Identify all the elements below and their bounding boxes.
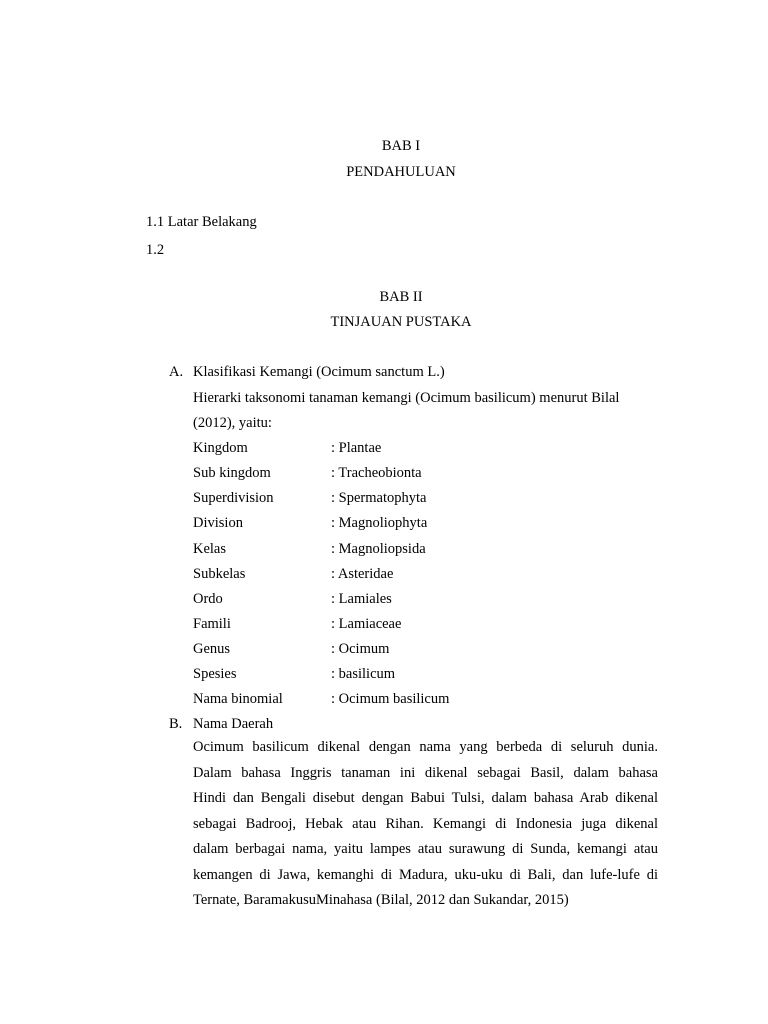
- taxonomy-value: : Tracheobionta: [331, 465, 422, 481]
- taxonomy-rank: Division: [193, 515, 243, 531]
- paragraph-line: sebagai Badrooj, Hebak atau Rihan. Kemangi di Indonesia juga dikenal: [193, 815, 658, 832]
- taxonomy-value: : Magnoliopsida: [331, 541, 426, 557]
- taxonomy-value: : basilicum: [331, 666, 396, 682]
- taxonomy-rank: Kingdom: [193, 440, 248, 456]
- section-heading: Klasifikasi Kemangi (Ocimum sanctum L.): [193, 364, 445, 380]
- taxonomy-value: : Plantae: [331, 440, 382, 456]
- paragraph-line: dalam berbagai nama, yaitu lampes atau surawung di Sunda, kemangi atau: [193, 841, 658, 857]
- paragraph-line: Ocimum basilicum dikenal dengan nama yang berbeda di seluruh dunia.: [193, 739, 658, 755]
- taxonomy-rank: Subkelas: [193, 566, 246, 582]
- list-marker: A.: [169, 364, 184, 380]
- taxonomy-rank: Ordo: [193, 591, 223, 607]
- taxonomy-rank: Spesies: [193, 666, 237, 682]
- chapter-title: BAB II: [379, 289, 423, 305]
- taxonomy-value: : Ocimum basilicum: [331, 691, 450, 707]
- subsection-heading: 1.1 Latar Belakang: [146, 214, 257, 230]
- paragraph: [193, 735, 658, 914]
- paragraph-line: Ternate, BaramakusuMinahasa (Bilal, 2012 dan Sukandar, 2015): [193, 892, 569, 908]
- paragraph-line: kemangen di Jawa, kemanghi di Madura, uku-uku di Bali, dan lufe-lufe di: [193, 866, 658, 883]
- taxonomy-value: : Magnoliophyta: [331, 515, 428, 531]
- taxonomy-value: : Spermatophyta: [331, 490, 427, 506]
- paragraph-line: Dalam bahasa Inggris tanaman ini dikenal sebagai Basil, dalam bahasa: [193, 764, 658, 781]
- section-heading: Nama Daerah: [193, 716, 274, 732]
- subsection-heading: 1.2: [146, 242, 165, 258]
- chapter-subtitle: TINJAUAN PUSTAKA: [330, 314, 472, 330]
- taxonomy-rank: Superdivision: [193, 490, 274, 506]
- taxonomy-rank: Genus: [193, 641, 231, 657]
- taxonomy-rank: Kelas: [193, 541, 227, 557]
- taxonomy-value: : Asteridae: [331, 566, 394, 582]
- taxonomy-value: : Ocimum: [331, 641, 390, 657]
- paragraph-line: Hindi dan Bengali disebut dengan Babui Tulsi, dalam bahasa Arab dikenal: [193, 790, 658, 806]
- paragraph-line: (2012), yaitu:: [193, 415, 272, 431]
- list-marker: B.: [169, 716, 183, 732]
- taxonomy-value: : Lamiaceae: [331, 616, 402, 632]
- chapter-title: BAB I: [381, 138, 421, 154]
- taxonomy-rank: Famili: [193, 616, 231, 632]
- taxonomy-value: : Lamiales: [331, 591, 392, 607]
- chapter-subtitle: PENDAHULUAN: [346, 164, 456, 180]
- taxonomy-rank: Sub kingdom: [193, 465, 271, 481]
- paragraph-line: Hierarki taksonomi tanaman kemangi (Ocimum basilicum) menurut Bilal: [193, 390, 620, 406]
- taxonomy-rank: Nama binomial: [193, 691, 283, 707]
